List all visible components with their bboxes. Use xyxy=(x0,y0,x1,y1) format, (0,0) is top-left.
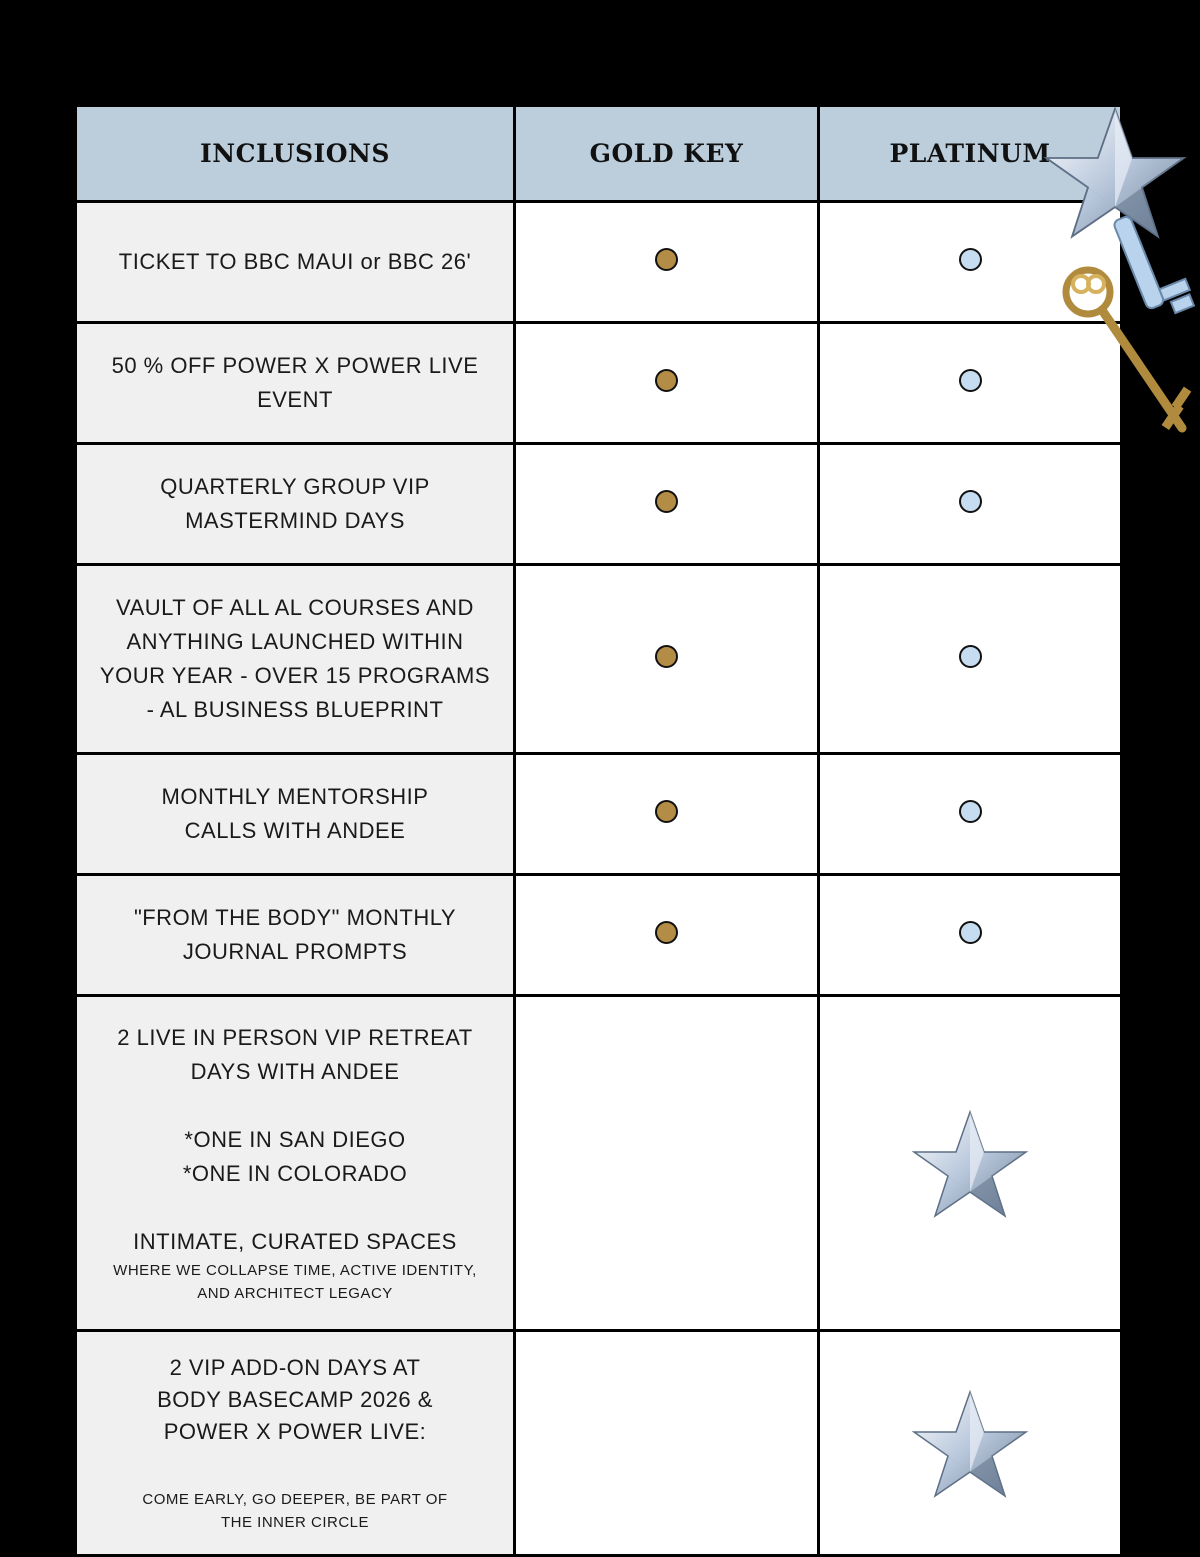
inclusion-text: JOURNAL PROMPTS xyxy=(182,939,408,964)
inclusion-text: - AL BUSINESS BLUEPRINT xyxy=(146,697,444,722)
gold-cell xyxy=(515,202,819,323)
inclusion-text: MONTHLY MENTORSHIP xyxy=(161,784,429,809)
header-row xyxy=(76,106,1122,202)
platinum-dot-icon xyxy=(959,369,982,392)
inclusion-text: BODY BASECAMP 2026 & xyxy=(157,1387,433,1412)
diamond-star-icon xyxy=(910,1388,1030,1498)
table-row xyxy=(76,754,1122,875)
table-row xyxy=(76,444,1122,565)
inclusion-cell xyxy=(76,323,515,444)
inclusion-text: 2 LIVE IN PERSON VIP RETREAT xyxy=(117,1025,473,1050)
inclusion-text: 50 % OFF POWER X POWER LIVE xyxy=(111,353,479,378)
gold-cell xyxy=(515,565,819,754)
platinum-cell xyxy=(819,444,1122,565)
inclusion-text: VAULT OF ALL AL COURSES AND xyxy=(116,595,474,620)
header-gold-key: GOLD KEY xyxy=(515,106,819,202)
inclusion-text: 2 VIP ADD-ON DAYS AT xyxy=(169,1355,421,1380)
inclusion-text: POWER X POWER LIVE: xyxy=(163,1419,427,1444)
platinum-dot-icon xyxy=(959,645,982,668)
table-row xyxy=(76,1331,1122,1556)
comparison-table xyxy=(74,104,1123,1557)
inclusion-cell xyxy=(76,996,515,1331)
platinum-dot-icon xyxy=(959,490,982,513)
platinum-dot-icon xyxy=(959,248,982,271)
platinum-dot-icon xyxy=(959,921,982,944)
inclusion-small-text: AND ARCHITECT LEGACY xyxy=(197,1285,393,1302)
gold-dot-icon xyxy=(655,248,678,271)
inclusion-small-text: COME EARLY, GO DEEPER, BE PART OF xyxy=(142,1491,448,1508)
table-row xyxy=(76,996,1122,1331)
gold-cell-empty xyxy=(515,996,819,1331)
inclusion-cell xyxy=(76,444,515,565)
inclusion-small-text: THE INNER CIRCLE xyxy=(220,1514,370,1531)
inclusion-cell xyxy=(76,565,515,754)
inclusion-text: TICKET TO BBC MAUI or BBC 26' xyxy=(118,249,472,274)
inclusion-small-text: WHERE WE COLLAPSE TIME, ACTIVE IDENTITY, xyxy=(113,1262,477,1279)
platinum-cell xyxy=(819,1331,1122,1556)
inclusion-text: EVENT xyxy=(257,387,333,412)
table-row xyxy=(76,323,1122,444)
inclusion-cell xyxy=(76,875,515,996)
platinum-cell xyxy=(819,996,1122,1331)
header-inclusions: INCLUSIONS xyxy=(76,106,515,202)
gold-dot-icon xyxy=(655,369,678,392)
gold-cell xyxy=(515,875,819,996)
inclusion-text: ANYTHING LAUNCHED WITHIN xyxy=(126,629,464,654)
inclusion-text: YOUR YEAR - OVER 15 PROGRAMS xyxy=(99,663,491,688)
gold-dot-icon xyxy=(655,800,678,823)
gold-cell-empty xyxy=(515,1331,819,1556)
inclusion-text: QUARTERLY GROUP VIP xyxy=(160,474,430,499)
inclusion-cell xyxy=(76,754,515,875)
platinum-cell xyxy=(819,754,1122,875)
table-row xyxy=(76,565,1122,754)
gold-key-icon xyxy=(1056,262,1200,442)
gold-dot-icon xyxy=(655,645,678,668)
location-text: *ONE IN COLORADO xyxy=(182,1161,408,1186)
gold-dot-icon xyxy=(655,921,678,944)
gold-cell xyxy=(515,323,819,444)
table-row xyxy=(76,875,1122,996)
inclusion-subheading: INTIMATE, CURATED SPACES xyxy=(133,1229,457,1254)
inclusion-cell xyxy=(76,202,515,323)
inclusion-text: DAYS WITH ANDEE xyxy=(190,1059,400,1084)
inclusion-text: CALLS WITH ANDEE xyxy=(184,818,406,843)
gold-cell xyxy=(515,754,819,875)
platinum-cell xyxy=(819,565,1122,754)
inclusion-cell xyxy=(76,1331,515,1556)
inclusion-text: MASTERMIND DAYS xyxy=(185,508,405,533)
gold-dot-icon xyxy=(655,490,678,513)
header-platinum: PLATINUM xyxy=(819,106,1122,202)
location-text: *ONE IN SAN DIEGO xyxy=(184,1127,406,1152)
platinum-cell xyxy=(819,875,1122,996)
gold-cell xyxy=(515,444,819,565)
platinum-dot-icon xyxy=(959,800,982,823)
diamond-star-icon xyxy=(910,1108,1030,1218)
table-row xyxy=(76,202,1122,323)
inclusion-text: "FROM THE BODY" MONTHLY xyxy=(133,905,457,930)
